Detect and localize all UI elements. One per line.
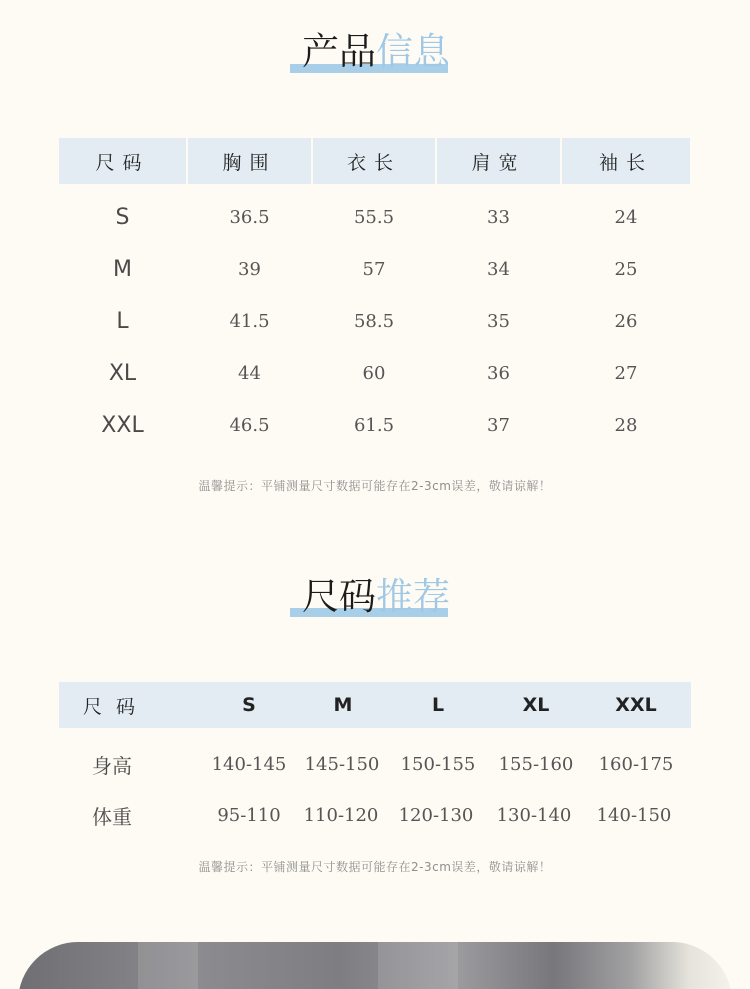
header-size-m: M [333,694,353,716]
product-photo [18,942,732,989]
weight-xl: 130-140 [496,804,572,826]
table-row [59,191,690,243]
shoulder-cell: 33 [487,206,510,228]
chest-cell: 39 [238,258,261,280]
heading-title-light: 推荐 [376,575,450,618]
chest-cell: 44 [238,362,261,384]
header-size-s: S [242,694,256,716]
length-cell: 57 [362,258,386,280]
size-cell: M [113,256,132,282]
height-m: 145-150 [304,753,380,775]
weight-s: 95-110 [217,804,281,826]
table-row [59,792,691,838]
length-cell: 61.5 [353,414,395,436]
heading-title-dark: 产品 [302,30,376,73]
height-l: 150-155 [400,753,476,775]
measurement-note: 温馨提示：平铺测量尺寸数据可能存在2-3cm误差，敬请谅解！ [198,479,552,493]
header-size-xl: XL [522,694,550,716]
size-cell: XL [108,360,137,386]
size-chart-header [59,138,690,184]
header-size-xxl: XXL [615,694,657,716]
weight-label: 体重 [92,804,132,829]
weight-xxl: 140-150 [596,804,672,826]
length-cell: 55.5 [353,206,395,228]
heading-title [302,30,450,74]
shoulder-cell: 36 [487,362,510,384]
heading-title [302,575,450,619]
header-sleeve: 袖长 [562,138,690,184]
length-cell: 58.5 [353,310,395,332]
header-size: 尺码 [59,138,186,184]
size-cell: L [116,308,129,334]
header-shoulder: 肩宽 [437,138,560,184]
fabric-fold [138,942,198,989]
header-length: 衣长 [313,138,435,184]
size-cell: S [115,204,130,230]
recommendation-header [59,682,691,728]
header-chest: 胸围 [188,138,311,184]
shoulder-cell: 35 [487,310,510,332]
measurement-note: 温馨提示：平铺测量尺寸数据可能存在2-3cm误差，敬请谅解！ [198,860,552,874]
table-row [59,295,690,347]
height-xxl: 160-175 [598,753,674,775]
heading-title-light: 信息 [376,30,450,73]
size-cell: XXL [101,412,144,438]
weight-m: 110-120 [303,804,379,826]
shoulder-cell: 34 [487,258,510,280]
shoulder-cell: 37 [487,414,510,436]
fabric-fold [378,942,458,989]
sleeve-cell: 24 [614,206,638,228]
size-recommendation-heading [0,575,750,625]
heading-title-dark: 尺码 [302,575,376,618]
product-info-heading [0,30,750,80]
table-row [59,347,690,399]
header-size-label: 尺码 [82,695,149,718]
sleeve-cell: 27 [614,362,638,384]
sleeve-cell: 26 [614,310,638,332]
height-xl: 155-160 [498,753,574,775]
table-row [59,741,691,787]
weight-l: 120-130 [398,804,474,826]
chest-cell: 36.5 [229,206,270,228]
sleeve-cell: 28 [614,414,638,436]
sleeve-cell: 25 [614,258,638,280]
height-label: 身高 [92,753,132,778]
length-cell: 60 [362,362,386,384]
chest-cell: 46.5 [229,414,270,436]
chest-cell: 41.5 [229,310,270,332]
header-size-l: L [431,694,445,716]
table-row [59,243,690,295]
table-row [59,399,690,451]
height-s: 140-145 [211,753,287,775]
